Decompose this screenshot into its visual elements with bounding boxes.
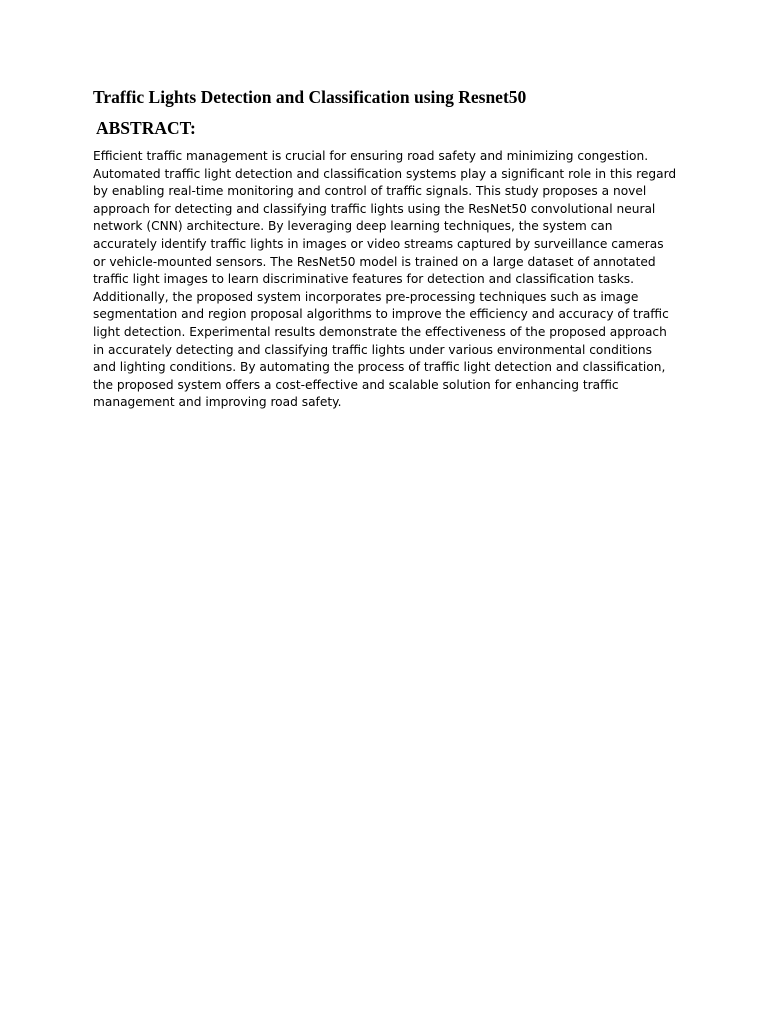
abstract-heading: ABSTRACT: xyxy=(96,118,196,138)
document-content xyxy=(93,86,678,412)
document-title: Traffic Lights Detection and Classification using Resnet50 xyxy=(93,87,527,107)
abstract-paragraph: Efficient traffic management is crucial for ensuring road safety and minimizing congestion. Automated traffic light detection and classification systems play a significant role in this regard by enabling real-time monitoring and control of traffic signals. This study proposes a novel approach for detecting and classifying traffic lights using the ResNet50 convolutional neural network (CNN) architecture. By leveraging deep learning techniques, the system can accurately identify traffic lights in images or video streams captured by surveillance cameras or vehicle-mounted sensors. The ResNet50 model is trained on a large dataset of annotated traffic light images to learn discriminative features for detection and classification tasks. Additionally, the proposed system incorporates pre-processing techniques such as image segmentation and region proposal algorithms to improve the efficiency and accuracy of traffic light detection. Experimental results demonstrate the effectiveness of the proposed approach in accurately detecting and classifying traffic lights under various environmental conditions and lighting conditions. By automating the process of traffic light detection and classification, the proposed system offers a cost-effective and scalable solution for enhancing traffic management and improving road safety. xyxy=(93,149,677,410)
